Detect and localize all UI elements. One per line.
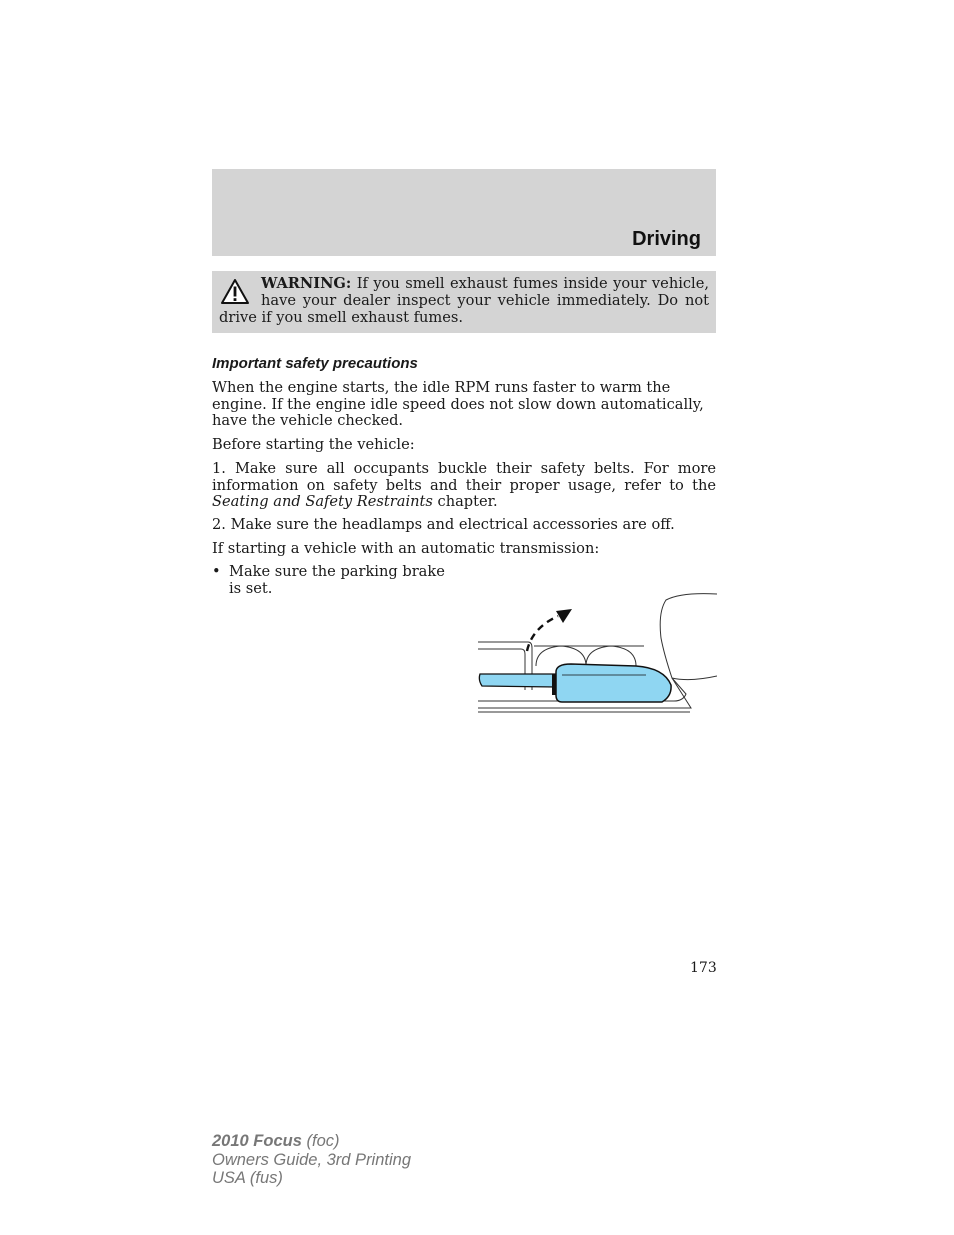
paragraph-idle-rpm: When the engine starts, the idle RPM runs faster to warm the engine. If the engine idle speed does not slow down automatically, have the vehicle checked. bbox=[212, 379, 704, 429]
warning-label: WARNING: bbox=[261, 275, 352, 292]
section-header-band bbox=[212, 169, 716, 256]
warning-box bbox=[212, 271, 716, 333]
paragraph-step-2: 2. Make sure the headlamps and electrical accessories are off. bbox=[212, 516, 675, 533]
step-1-text: 1. Make sure all occupants buckle their safety belts. For more information on safety belts and their proper usage, refer to the bbox=[212, 460, 716, 494]
step-1-chapter-reference: Seating and Safety Restraints bbox=[212, 493, 433, 510]
parking-brake-lever-icon bbox=[476, 590, 717, 716]
footer-model-line bbox=[212, 1132, 411, 1151]
footer-market-line bbox=[212, 1169, 411, 1188]
document-footer bbox=[212, 1132, 411, 1188]
bullet-marker: • bbox=[212, 563, 221, 580]
footer-guide-edition: Owners Guide, 3rd Printing bbox=[212, 1150, 412, 1169]
footer-model-code: (foc) bbox=[306, 1132, 340, 1150]
section-title: Driving bbox=[632, 228, 701, 250]
warning-text bbox=[219, 275, 709, 326]
page-number: 173 bbox=[690, 960, 717, 976]
paragraph-automatic-transmission: If starting a vehicle with an automatic transmission: bbox=[212, 540, 600, 557]
warning-body: If you smell exhaust fumes inside your vehicle, have your dealer inspect your vehicle immediately. Do not drive if you smell exhaust fumes. bbox=[219, 275, 709, 326]
footer-market: USA bbox=[212, 1169, 246, 1187]
bullet-text: Make sure the parking brake is set. bbox=[229, 563, 445, 597]
footer-model: 2010 Focus bbox=[212, 1132, 302, 1150]
step-1-text-end: chapter. bbox=[437, 493, 498, 510]
paragraph-before-starting: Before starting the vehicle: bbox=[212, 436, 415, 453]
paragraph-step-1 bbox=[212, 461, 716, 511]
footer-market-code: (fus) bbox=[249, 1169, 283, 1187]
section-heading: Important safety precautions bbox=[212, 355, 418, 372]
